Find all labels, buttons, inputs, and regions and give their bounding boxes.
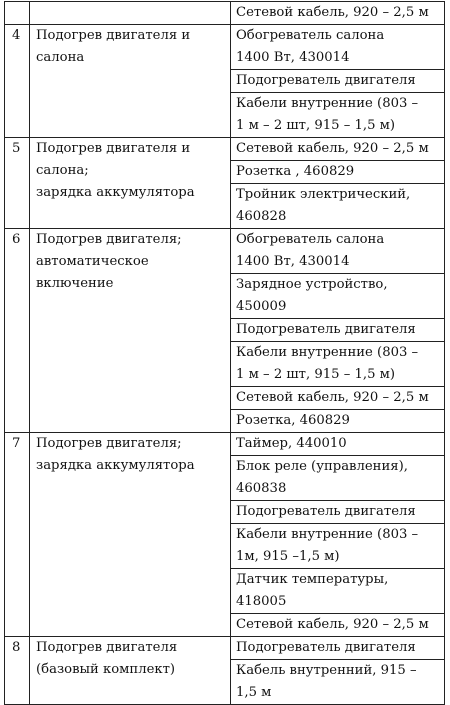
component-text-line: 460828 (236, 209, 287, 224)
component-text-line: Тройник электрический, (236, 187, 411, 202)
component-text-line: Подогреватель двигателя (236, 504, 416, 519)
component-text-line: Зарядное устройство, (236, 277, 388, 292)
component-cell (231, 614, 445, 637)
component-text-line: Сетевой кабель, 920 – 2,5 м (236, 5, 429, 20)
mode-text-line: (базовый комплект) (36, 662, 176, 677)
component-text-line: Обогреватель салона (236, 232, 385, 247)
components-table (4, 1, 445, 705)
component-cell (231, 637, 445, 660)
table-row (5, 2, 445, 25)
component-text-line: Подогреватель двигателя (236, 640, 416, 655)
mode-text-line: салона (36, 50, 85, 65)
component-cell (231, 93, 445, 138)
operating-mode-cell (30, 637, 231, 705)
table-row (5, 25, 445, 70)
component-text-line: Подогреватель двигателя (236, 73, 416, 88)
component-cell (231, 410, 445, 433)
component-cell (231, 524, 445, 569)
component-text-line: 450009 (236, 299, 287, 314)
operating-mode-cell (30, 2, 231, 25)
mode-text-line: Подогрев двигателя (36, 640, 178, 655)
table-row (5, 229, 445, 274)
component-text-line: 1м, 915 –1,5 м) (236, 549, 340, 564)
component-text-line: 1 м – 2 шт, 915 – 1,5 м) (236, 367, 396, 382)
component-text-line: Сетевой кабель, 920 – 2,5 м (236, 141, 429, 156)
component-text-line: Сетевой кабель, 920 – 2,5 м (236, 617, 429, 632)
component-text-line: 1400 Вт, 430014 (236, 254, 350, 269)
mode-text-line: салона; (36, 163, 89, 178)
component-cell (231, 184, 445, 229)
table-row (5, 433, 445, 456)
mode-text-line: Подогрев двигателя; (36, 436, 182, 451)
table-row (5, 138, 445, 161)
component-cell (231, 456, 445, 501)
component-text-line: 418005 (236, 594, 287, 609)
component-text-line: Датчик температуры, (236, 572, 389, 587)
component-text-line: Блок реле (управления), (236, 459, 408, 474)
component-cell (231, 138, 445, 161)
component-cell (231, 274, 445, 319)
operating-mode-cell (30, 25, 231, 138)
row-number-cell: 8 (5, 637, 30, 705)
operating-mode-cell (30, 229, 231, 433)
component-cell (231, 660, 445, 705)
operating-mode-cell (30, 138, 231, 229)
component-text-line: Сетевой кабель, 920 – 2,5 м (236, 390, 429, 405)
table-body (5, 2, 445, 705)
component-text-line: 1400 Вт, 430014 (236, 50, 350, 65)
component-text-line: 1,5 м (236, 685, 272, 700)
mode-text-line: зарядка аккумулятора (36, 458, 195, 473)
mode-text-line: зарядка аккумулятора (36, 185, 195, 200)
component-text-line: Обогреватель салона (236, 28, 385, 43)
operating-mode-cell (30, 433, 231, 637)
component-text-line: Розетка , 460829 (236, 164, 355, 179)
component-cell (231, 319, 445, 342)
component-cell (231, 161, 445, 184)
component-text-line: Подогреватель двигателя (236, 322, 416, 337)
component-cell (231, 229, 445, 274)
component-cell (231, 569, 445, 614)
row-number-cell (5, 2, 30, 25)
component-text-line: Кабели внутренние (803 – (236, 96, 419, 111)
component-text-line: Кабели внутренние (803 – (236, 345, 419, 360)
component-text-line: Кабели внутренние (803 – (236, 527, 419, 542)
row-number-cell: 5 (5, 138, 30, 229)
component-text-line: Таймер, 440010 (236, 436, 347, 451)
component-cell (231, 70, 445, 93)
mode-text-line: Подогрев двигателя и (36, 28, 191, 43)
row-number-cell: 6 (5, 229, 30, 433)
component-cell (231, 2, 445, 25)
component-cell (231, 501, 445, 524)
component-cell (231, 433, 445, 456)
mode-text-line: включение (36, 276, 114, 291)
row-number-cell: 7 (5, 433, 30, 637)
component-cell (231, 387, 445, 410)
component-text-line: 460838 (236, 481, 287, 496)
table-row (5, 637, 445, 660)
component-text-line: 1 м – 2 шт, 915 – 1,5 м) (236, 118, 396, 133)
component-cell (231, 25, 445, 70)
component-text-line: Кабель внутренний, 915 – (236, 663, 417, 678)
component-text-line: Розетка, 460829 (236, 413, 350, 428)
mode-text-line: автоматическое (36, 254, 149, 269)
mode-text-line: Подогрев двигателя; (36, 232, 182, 247)
component-cell (231, 342, 445, 387)
mode-text-line: Подогрев двигателя и (36, 141, 191, 156)
row-number-cell: 4 (5, 25, 30, 138)
